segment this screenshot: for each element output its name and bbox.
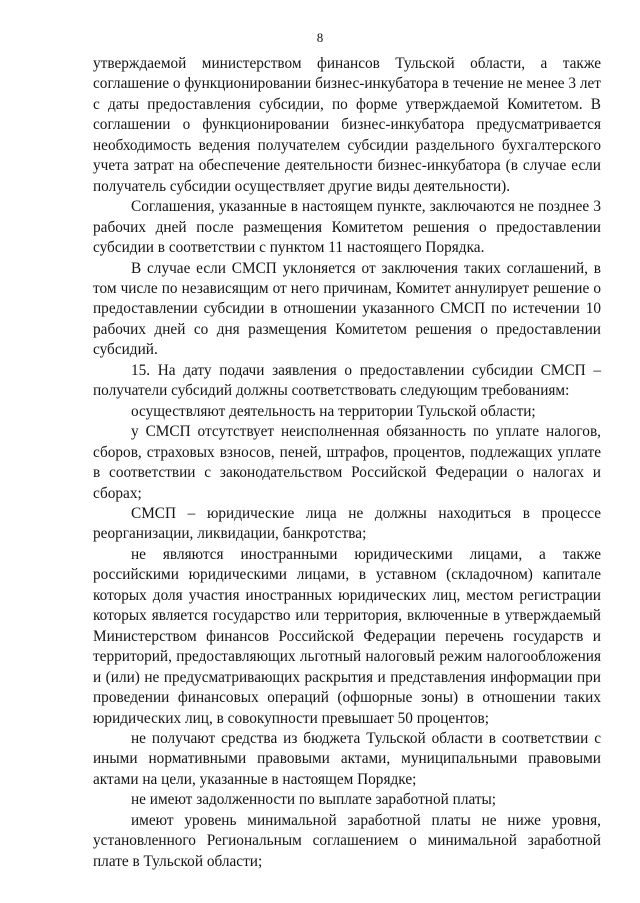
paragraph-agreements-deadline: Соглашения, указанные в настоящем пункте, заключаются не позднее 3 рабочих дней после размещения Комитетом решения о предоставлении субсидии в соответствии с пунктом 11 настоящего Порядка. — [93, 198, 601, 257]
page-number: 8 — [316, 30, 324, 45]
paragraph-item-15-requirements: 15. На дату подачи заявления о предоставлении субсидии СМСП – получатели субсидий должны соответствовать следующим требованиям: — [93, 361, 601, 400]
requirement-territory: осуществляют деятельность на территории Тульской области; — [131, 402, 536, 420]
document-body — [93, 54, 601, 872]
requirement-no-tax-debt: у СМСП отсутствует неисполненная обязанность по уплате налогов, сборов, страховых взносов, пеней, штрафов, процентов, подлежащих уплате в соответствии с законодательством Российской Федерации о налогах и сборах; — [93, 423, 601, 502]
requirement-minimum-wage: имеют уровень минимальной заработной платы не ниже уровня, установленного Региональным соглашением о минимальной заработной плате в Тульской области; — [93, 811, 601, 870]
requirement-no-other-budget-funds: не получают средства из бюджета Тульской области в соответствии с иными нормативными правовыми актами, муниципальными правовыми актами на цели, указанные в настоящем Порядке; — [93, 729, 601, 788]
paragraph-agreement-evasion: В случае если СМСП уклоняется от заключения таких соглашений, в том числе по независящим от него причинам, Комитет аннулирует решение о предоставлении субсидии в отношении указанного СМСП по истечении 10 рабочих дней со дня размещения Комитетом решения о предоставлении субсидий. — [93, 259, 601, 359]
requirement-no-wage-arrears: не имеют задолженности по выплате заработной платы; — [131, 791, 497, 809]
requirement-no-reorganization: СМСП – юридические лица не должны находиться в процессе реорганизации, ликвидации, банкротства; — [93, 504, 601, 543]
paragraph-agreement-continuation: утверждаемой министерством финансов Тульской области, а также соглашение о функционировании бизнес-инкубатора в течение не менее 3 лет с даты предоставления субсидии, по форме утверждаемой Комитетом. В соглашении о функционировании бизнес-инкубатора предусматривается необходимость ведения получателем субсидии раздельного бухгалтерского учета затрат на обеспечение деятельности бизнес-инкубатора (в случае если получатель субсидии осуществляет другие виды деятельности). — [93, 55, 601, 195]
requirement-not-foreign-entity: не являются иностранными юридическими лицами, а также российскими юридическими лицами, в уставном (складочном) капитале которых доля участия иностранных юридических лиц, местом регистрации которых является государство или территория, включенные в утверждаемый Министерством финансов Российской Федерации перечень государств и территорий, предоставляющих льготный налоговый режим налогообложения и (или) не предусматривающих раскрытия и представления информации при проведении финансовых операций (офшорные зоны) в отношении таких юридических лиц, в совокупности превышает 50 процентов; — [93, 545, 601, 727]
